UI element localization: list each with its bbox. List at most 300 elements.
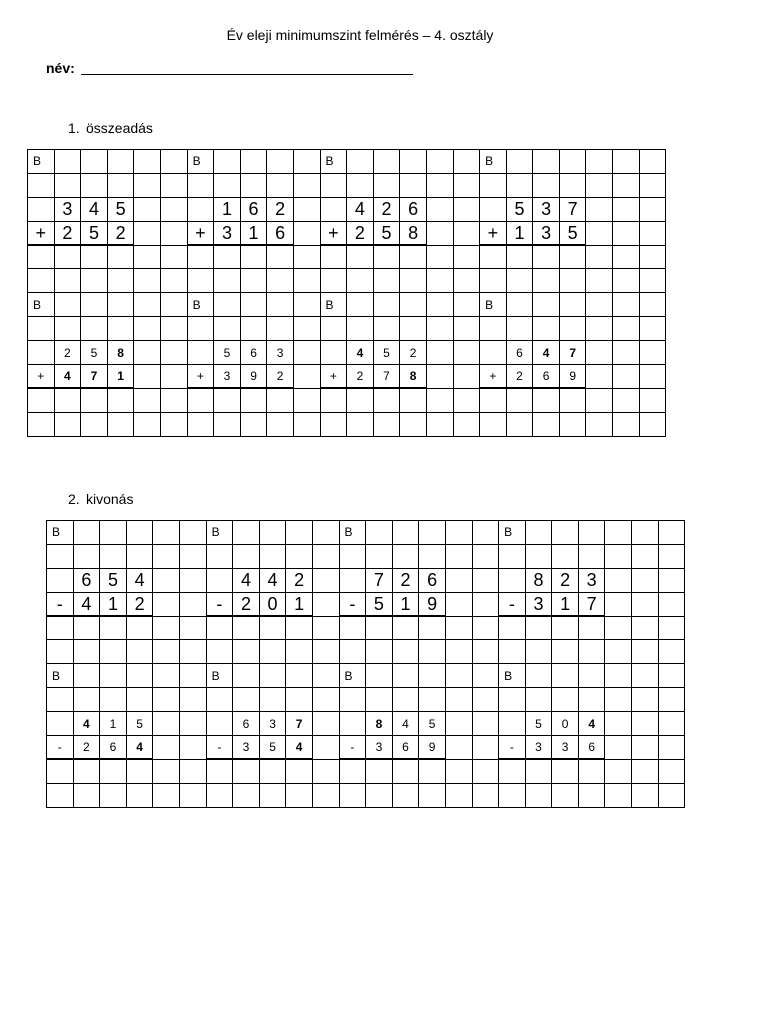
grid-cell[interactable] — [472, 783, 499, 807]
grid-cell[interactable] — [153, 712, 180, 736]
grid-cell[interactable] — [100, 783, 127, 807]
grid-cell[interactable] — [320, 197, 347, 221]
grid-cell[interactable] — [426, 388, 453, 412]
grid-cell[interactable] — [605, 640, 632, 664]
grid-cell[interactable] — [153, 592, 180, 616]
grid-cell[interactable] — [613, 245, 640, 269]
grid-cell[interactable] — [134, 317, 161, 341]
grid-cell[interactable] — [632, 759, 659, 783]
grid-cell[interactable] — [658, 759, 685, 783]
grid-cell[interactable] — [134, 293, 161, 317]
grid-cell[interactable] — [347, 173, 374, 197]
grid-cell[interactable] — [533, 150, 560, 174]
grid-cell[interactable] — [613, 341, 640, 365]
grid-cell[interactable] — [586, 197, 613, 221]
grid-cell[interactable] — [525, 783, 552, 807]
grid-cell[interactable] — [472, 712, 499, 736]
grid-cell[interactable] — [639, 293, 666, 317]
grid-cell[interactable] — [613, 173, 640, 197]
grid-cell[interactable] — [240, 293, 267, 317]
grid-cell[interactable] — [160, 173, 187, 197]
grid-cell[interactable] — [392, 544, 419, 568]
grid-cell[interactable] — [54, 412, 81, 436]
grid-cell[interactable] — [453, 341, 480, 365]
grid-cell[interactable] — [259, 688, 286, 712]
grid-cell[interactable] — [605, 736, 632, 760]
grid-cell[interactable] — [206, 640, 233, 664]
grid-cell[interactable] — [426, 269, 453, 293]
grid-cell[interactable] — [453, 412, 480, 436]
grid-cell[interactable] — [134, 245, 161, 269]
grid-cell[interactable] — [419, 616, 446, 640]
grid-cell[interactable] — [373, 388, 400, 412]
grid-cell[interactable] — [126, 783, 153, 807]
grid-cell[interactable] — [639, 173, 666, 197]
grid-cell[interactable] — [240, 388, 267, 412]
name-blank-line[interactable] — [81, 60, 413, 75]
grid-cell[interactable] — [453, 269, 480, 293]
grid-cell[interactable] — [366, 688, 393, 712]
grid-cell[interactable] — [47, 568, 74, 592]
grid-cell[interactable] — [419, 783, 446, 807]
grid-cell[interactable] — [293, 245, 320, 269]
grid-cell[interactable] — [54, 293, 81, 317]
grid-cell[interactable] — [480, 317, 507, 341]
grid-cell[interactable] — [525, 616, 552, 640]
grid-cell[interactable] — [658, 521, 685, 545]
grid-cell[interactable] — [639, 269, 666, 293]
grid-cell[interactable] — [506, 150, 533, 174]
grid-cell[interactable] — [605, 664, 632, 688]
grid-cell[interactable] — [533, 173, 560, 197]
grid-cell[interactable] — [392, 688, 419, 712]
grid-cell[interactable] — [499, 616, 526, 640]
grid-cell[interactable] — [312, 568, 339, 592]
grid-cell[interactable] — [445, 664, 472, 688]
grid-cell[interactable] — [552, 616, 579, 640]
grid-cell[interactable] — [366, 521, 393, 545]
grid-cell[interactable] — [259, 783, 286, 807]
grid-cell[interactable] — [54, 317, 81, 341]
grid-cell[interactable] — [312, 592, 339, 616]
grid-cell[interactable] — [639, 245, 666, 269]
grid-cell[interactable] — [586, 365, 613, 389]
grid-cell[interactable] — [445, 521, 472, 545]
grid-cell[interactable] — [445, 759, 472, 783]
grid-cell[interactable] — [286, 783, 313, 807]
grid-cell[interactable] — [267, 173, 294, 197]
grid-cell[interactable] — [214, 245, 241, 269]
grid-cell[interactable] — [632, 521, 659, 545]
grid-cell[interactable] — [453, 388, 480, 412]
grid-cell[interactable] — [499, 712, 526, 736]
grid-cell[interactable] — [187, 341, 214, 365]
grid-cell[interactable] — [658, 783, 685, 807]
grid-cell[interactable] — [472, 544, 499, 568]
grid-cell[interactable] — [400, 173, 427, 197]
grid-cell[interactable] — [453, 293, 480, 317]
grid-cell[interactable] — [179, 568, 206, 592]
grid-cell[interactable] — [605, 616, 632, 640]
grid-cell[interactable] — [639, 412, 666, 436]
grid-cell[interactable] — [81, 173, 108, 197]
grid-cell[interactable] — [54, 269, 81, 293]
grid-cell[interactable] — [453, 197, 480, 221]
grid-cell[interactable] — [499, 640, 526, 664]
grid-cell[interactable] — [160, 365, 187, 389]
grid-cell[interactable] — [267, 245, 294, 269]
grid-cell[interactable] — [73, 759, 100, 783]
grid-cell[interactable] — [392, 783, 419, 807]
grid-cell[interactable] — [366, 759, 393, 783]
grid-cell[interactable] — [586, 341, 613, 365]
grid-cell[interactable] — [392, 640, 419, 664]
grid-cell[interactable] — [578, 640, 605, 664]
grid-cell[interactable] — [233, 544, 260, 568]
grid-cell[interactable] — [134, 412, 161, 436]
grid-cell[interactable] — [28, 388, 55, 412]
grid-cell[interactable] — [658, 592, 685, 616]
grid-cell[interactable] — [233, 616, 260, 640]
grid-cell[interactable] — [286, 544, 313, 568]
grid-cell[interactable] — [214, 317, 241, 341]
grid-cell[interactable] — [400, 245, 427, 269]
grid-cell[interactable] — [480, 245, 507, 269]
grid-cell[interactable] — [179, 616, 206, 640]
grid-cell[interactable] — [187, 173, 214, 197]
grid-cell[interactable] — [293, 341, 320, 365]
grid-cell[interactable] — [81, 150, 108, 174]
grid-cell[interactable] — [347, 293, 374, 317]
grid-cell[interactable] — [286, 616, 313, 640]
grid-cell[interactable] — [586, 388, 613, 412]
grid-cell[interactable] — [28, 341, 55, 365]
grid-cell[interactable] — [312, 521, 339, 545]
grid-cell[interactable] — [134, 341, 161, 365]
grid-cell[interactable] — [400, 293, 427, 317]
grid-cell[interactable] — [426, 150, 453, 174]
grid-cell[interactable] — [153, 521, 180, 545]
grid-cell[interactable] — [525, 759, 552, 783]
grid-cell[interactable] — [373, 173, 400, 197]
grid-cell[interactable] — [240, 269, 267, 293]
grid-cell[interactable] — [267, 269, 294, 293]
grid-cell[interactable] — [312, 664, 339, 688]
grid-cell[interactable] — [134, 173, 161, 197]
grid-cell[interactable] — [658, 568, 685, 592]
grid-cell[interactable] — [179, 736, 206, 760]
grid-cell[interactable] — [559, 317, 586, 341]
grid-cell[interactable] — [586, 173, 613, 197]
grid-cell[interactable] — [632, 664, 659, 688]
grid-cell[interactable] — [639, 150, 666, 174]
grid-cell[interactable] — [426, 293, 453, 317]
grid-cell[interactable] — [160, 388, 187, 412]
grid-cell[interactable] — [605, 688, 632, 712]
grid-cell[interactable] — [259, 544, 286, 568]
grid-cell[interactable] — [259, 640, 286, 664]
grid-cell[interactable] — [312, 688, 339, 712]
grid-cell[interactable] — [499, 568, 526, 592]
grid-cell[interactable] — [100, 640, 127, 664]
grid-cell[interactable] — [552, 759, 579, 783]
grid-cell[interactable] — [613, 412, 640, 436]
grid-cell[interactable] — [506, 173, 533, 197]
grid-cell[interactable] — [639, 221, 666, 245]
grid-cell[interactable] — [552, 688, 579, 712]
grid-cell[interactable] — [233, 521, 260, 545]
grid-cell[interactable] — [559, 173, 586, 197]
grid-cell[interactable] — [293, 269, 320, 293]
grid-cell[interactable] — [206, 544, 233, 568]
grid-cell[interactable] — [480, 388, 507, 412]
grid-cell[interactable] — [81, 388, 108, 412]
grid-cell[interactable] — [658, 544, 685, 568]
grid-cell[interactable] — [187, 317, 214, 341]
grid-cell[interactable] — [107, 388, 134, 412]
grid-cell[interactable] — [134, 269, 161, 293]
grid-cell[interactable] — [320, 317, 347, 341]
grid-cell[interactable] — [347, 269, 374, 293]
grid-cell[interactable] — [153, 568, 180, 592]
grid-cell[interactable] — [73, 664, 100, 688]
grid-cell[interactable] — [153, 616, 180, 640]
grid-cell[interactable] — [73, 616, 100, 640]
grid-cell[interactable] — [187, 269, 214, 293]
grid-cell[interactable] — [578, 688, 605, 712]
grid-cell[interactable] — [187, 388, 214, 412]
grid-cell[interactable] — [445, 616, 472, 640]
grid-cell[interactable] — [126, 544, 153, 568]
grid-cell[interactable] — [214, 173, 241, 197]
grid-cell[interactable] — [605, 568, 632, 592]
grid-cell[interactable] — [134, 150, 161, 174]
grid-cell[interactable] — [419, 640, 446, 664]
grid-cell[interactable] — [613, 269, 640, 293]
grid-cell[interactable] — [233, 759, 260, 783]
grid-cell[interactable] — [533, 412, 560, 436]
grid-cell[interactable] — [320, 173, 347, 197]
grid-cell[interactable] — [426, 197, 453, 221]
grid-cell[interactable] — [240, 412, 267, 436]
grid-cell[interactable] — [134, 388, 161, 412]
grid-cell[interactable] — [419, 544, 446, 568]
grid-cell[interactable] — [480, 197, 507, 221]
grid-cell[interactable] — [347, 412, 374, 436]
grid-cell[interactable] — [214, 412, 241, 436]
grid-cell[interactable] — [578, 544, 605, 568]
grid-cell[interactable] — [613, 221, 640, 245]
grid-cell[interactable] — [73, 688, 100, 712]
grid-cell[interactable] — [453, 245, 480, 269]
grid-cell[interactable] — [54, 245, 81, 269]
grid-cell[interactable] — [126, 521, 153, 545]
grid-cell[interactable] — [533, 269, 560, 293]
grid-cell[interactable] — [160, 293, 187, 317]
grid-cell[interactable] — [107, 245, 134, 269]
grid-cell[interactable] — [586, 245, 613, 269]
grid-cell[interactable] — [107, 317, 134, 341]
grid-cell[interactable] — [134, 197, 161, 221]
grid-cell[interactable] — [445, 736, 472, 760]
grid-cell[interactable] — [339, 568, 366, 592]
grid-cell[interactable] — [392, 664, 419, 688]
grid-cell[interactable] — [160, 341, 187, 365]
grid-cell[interactable] — [480, 269, 507, 293]
grid-cell[interactable] — [81, 412, 108, 436]
grid-cell[interactable] — [366, 616, 393, 640]
grid-cell[interactable] — [472, 616, 499, 640]
grid-cell[interactable] — [179, 783, 206, 807]
grid-cell[interactable] — [373, 317, 400, 341]
grid-cell[interactable] — [267, 317, 294, 341]
grid-cell[interactable] — [259, 616, 286, 640]
grid-cell[interactable] — [426, 221, 453, 245]
grid-cell[interactable] — [472, 592, 499, 616]
grid-cell[interactable] — [233, 640, 260, 664]
grid-cell[interactable] — [613, 293, 640, 317]
grid-cell[interactable] — [400, 317, 427, 341]
grid-cell[interactable] — [347, 150, 374, 174]
grid-cell[interactable] — [559, 150, 586, 174]
grid-cell[interactable] — [339, 759, 366, 783]
grid-cell[interactable] — [339, 783, 366, 807]
grid-cell[interactable] — [126, 688, 153, 712]
grid-cell[interactable] — [525, 544, 552, 568]
grid-cell[interactable] — [605, 592, 632, 616]
grid-cell[interactable] — [214, 293, 241, 317]
grid-cell[interactable] — [586, 221, 613, 245]
grid-cell[interactable] — [472, 759, 499, 783]
grid-cell[interactable] — [552, 783, 579, 807]
grid-cell[interactable] — [312, 736, 339, 760]
grid-cell[interactable] — [613, 317, 640, 341]
grid-cell[interactable] — [293, 197, 320, 221]
grid-cell[interactable] — [320, 341, 347, 365]
grid-cell[interactable] — [472, 521, 499, 545]
grid-cell[interactable] — [153, 759, 180, 783]
grid-cell[interactable] — [552, 521, 579, 545]
grid-cell[interactable] — [160, 245, 187, 269]
grid-cell[interactable] — [160, 150, 187, 174]
grid-cell[interactable] — [559, 388, 586, 412]
grid-cell[interactable] — [419, 688, 446, 712]
grid-cell[interactable] — [153, 736, 180, 760]
grid-cell[interactable] — [445, 688, 472, 712]
grid-cell[interactable] — [639, 365, 666, 389]
grid-cell[interactable] — [525, 664, 552, 688]
grid-cell[interactable] — [339, 688, 366, 712]
grid-cell[interactable] — [286, 521, 313, 545]
grid-cell[interactable] — [586, 412, 613, 436]
grid-cell[interactable] — [179, 592, 206, 616]
grid-cell[interactable] — [179, 712, 206, 736]
grid-cell[interactable] — [586, 293, 613, 317]
grid-cell[interactable] — [366, 640, 393, 664]
grid-cell[interactable] — [259, 664, 286, 688]
grid-cell[interactable] — [320, 388, 347, 412]
grid-cell[interactable] — [373, 293, 400, 317]
grid-cell[interactable] — [126, 616, 153, 640]
grid-cell[interactable] — [426, 412, 453, 436]
grid-cell[interactable] — [472, 640, 499, 664]
grid-cell[interactable] — [339, 640, 366, 664]
grid-cell[interactable] — [160, 412, 187, 436]
grid-cell[interactable] — [419, 759, 446, 783]
grid-cell[interactable] — [578, 521, 605, 545]
grid-cell[interactable] — [320, 412, 347, 436]
grid-cell[interactable] — [400, 388, 427, 412]
grid-cell[interactable] — [445, 712, 472, 736]
grid-cell[interactable] — [445, 783, 472, 807]
grid-cell[interactable] — [47, 688, 74, 712]
grid-cell[interactable] — [533, 317, 560, 341]
grid-cell[interactable] — [73, 544, 100, 568]
grid-cell[interactable] — [605, 759, 632, 783]
grid-cell[interactable] — [445, 592, 472, 616]
grid-cell[interactable] — [445, 544, 472, 568]
grid-cell[interactable] — [373, 150, 400, 174]
grid-cell[interactable] — [293, 317, 320, 341]
grid-cell[interactable] — [525, 521, 552, 545]
grid-cell[interactable] — [445, 640, 472, 664]
grid-cell[interactable] — [320, 245, 347, 269]
grid-cell[interactable] — [187, 197, 214, 221]
grid-cell[interactable] — [293, 365, 320, 389]
grid-cell[interactable] — [400, 269, 427, 293]
grid-cell[interactable] — [28, 269, 55, 293]
grid-cell[interactable] — [100, 616, 127, 640]
grid-cell[interactable] — [578, 783, 605, 807]
grid-cell[interactable] — [605, 712, 632, 736]
grid-cell[interactable] — [392, 759, 419, 783]
grid-cell[interactable] — [100, 664, 127, 688]
grid-cell[interactable] — [453, 150, 480, 174]
grid-cell[interactable] — [47, 759, 74, 783]
grid-cell[interactable] — [506, 412, 533, 436]
grid-cell[interactable] — [126, 640, 153, 664]
grid-cell[interactable] — [613, 197, 640, 221]
grid-cell[interactable] — [293, 293, 320, 317]
grid-cell[interactable] — [373, 245, 400, 269]
grid-cell[interactable] — [312, 544, 339, 568]
grid-cell[interactable] — [126, 664, 153, 688]
grid-cell[interactable] — [559, 269, 586, 293]
grid-cell[interactable] — [206, 759, 233, 783]
grid-cell[interactable] — [658, 712, 685, 736]
grid-cell[interactable] — [267, 150, 294, 174]
grid-cell[interactable] — [286, 640, 313, 664]
grid-cell[interactable] — [126, 759, 153, 783]
grid-cell[interactable] — [259, 759, 286, 783]
grid-cell[interactable] — [267, 293, 294, 317]
grid-cell[interactable] — [506, 317, 533, 341]
grid-cell[interactable] — [658, 640, 685, 664]
grid-cell[interactable] — [347, 317, 374, 341]
grid-cell[interactable] — [100, 521, 127, 545]
grid-cell[interactable] — [658, 664, 685, 688]
grid-cell[interactable] — [206, 783, 233, 807]
grid-cell[interactable] — [373, 269, 400, 293]
grid-cell[interactable] — [613, 150, 640, 174]
grid-cell[interactable] — [206, 568, 233, 592]
grid-cell[interactable] — [426, 317, 453, 341]
grid-cell[interactable] — [639, 317, 666, 341]
grid-cell[interactable] — [286, 664, 313, 688]
grid-cell[interactable] — [160, 317, 187, 341]
grid-cell[interactable] — [81, 317, 108, 341]
grid-cell[interactable] — [506, 245, 533, 269]
